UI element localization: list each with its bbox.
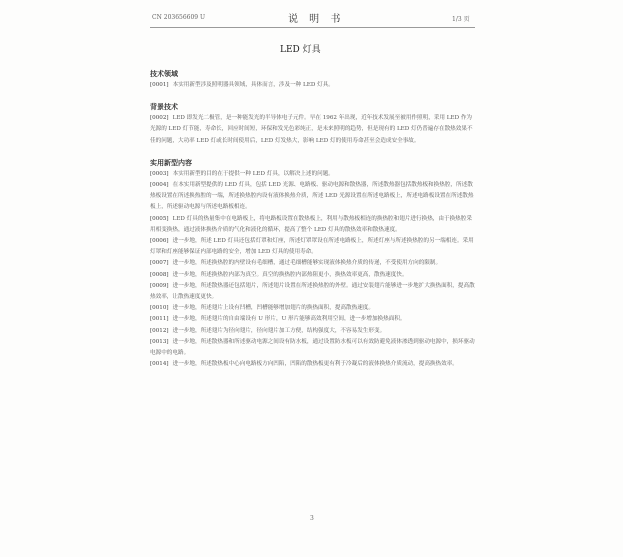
paragraph [150,337,476,359]
paragraph-number: [0007] [150,260,169,267]
paragraph-text: 进一步地，所述 LED 灯具还包括灯罩和灯座，所述灯罩罩设在所述电路板上，所述灯座与所述换热腔的另一端相连。采用灯罩和灯座能够保证内部电路的安全，增加 LED 灯具的使用寿命。 [150,238,474,256]
section-heading-background: 背景技术 [150,102,178,112]
paragraph-number: [0003] [150,170,169,177]
paragraph-text: LED 灯具的热量集中在电路板上，将电路板设置在散热板上，利用与散热板相连的换热腔和翅片进行换热，由于换热腔采用相变换热，通过液体换热介质的气化和液化的循环，提高了整个 LED 灯具的散热效率和散热速度。 [150,215,472,233]
paragraph-text: 进一步地，所述翅片为径向翅片，径向翅片加工方便，结构强度大，不容易发生形变。 [172,327,386,334]
section-heading-summary: 实用新型内容 [150,157,192,167]
header-divider [150,27,475,28]
paragraph [150,180,476,214]
paragraph-number: [0013] [150,338,169,345]
paragraph-number: [0004] [150,182,169,189]
spacer [150,91,476,99]
paragraph-text: 进一步地，所述散热器和所述驱动电源之间设有防水板，通过设置防水板可以有效防避免液体渗透到驱动电源中，损坏驱动电源中的电路。 [150,338,475,357]
patent-number: CN 203656609 U [152,14,206,21]
paragraph [150,113,476,147]
paragraph-number: [0001] [150,82,169,88]
paragraph-number: [0009] [150,282,169,289]
paragraph [150,169,476,180]
paragraph [150,236,476,258]
paragraph-number: [0011] [150,316,169,323]
paragraph [150,303,476,314]
spacer [150,147,476,155]
paragraph-text: 本实用新型涉及照明器具领域，具体而言，涉及一种 LED 灯具。 [172,82,334,88]
paragraph-number: [0014] [150,361,169,368]
document-type-title: 说 明 书 [288,14,345,25]
paragraph [150,314,476,325]
paragraph-text: 进一步地，所述散热器还包括翅片，所述翅片设置在所述换热腔的外壁。通过安装翅片能够进一步地扩大换热面积，提高散热效率，让散热速度更快。 [150,282,475,301]
document-body [150,66,476,370]
paragraph-text: 在本实用新型提供的 LED 灯具，包括 LED 光源、电路板、驱动电源和散热器，所述散热器包括散热板和换热腔，所述散热板设置在所述换热腔的一端，所述换热腔内设有液体换热介质，所述 LED 光源设置在所述电路板上，所述电路板设置在所述散热板上，所述驱动电源与所述电路板相连。 [150,182,474,211]
section-heading-tech-field: 技术领域 [150,69,178,78]
page-number: 3 [310,515,314,522]
paragraph-number: [0008] [150,271,169,278]
paragraph-text: 进一步地，所述散热板中心向电路板方向凹陷，凹陷的散热板更有利于冷凝后的液体换热介质流动，提高换热效率。 [172,361,458,368]
paragraph-number: [0002] [150,115,169,122]
paragraph [150,270,476,281]
paragraph [150,359,476,370]
paragraph [150,258,476,269]
paragraph-number: [0006] [150,238,169,245]
paragraph-text: 进一步地，所述翅片的自由端设有 U 形片，U 形片能够高效利用空间，进一步增加换热面积。 [172,316,406,323]
paragraph [150,214,476,236]
paragraph-text: 进一步地，所述换热腔内部为真空。真空的换热腔内部热阻更小，换热效率更高，散热速度快。 [172,271,408,278]
paragraph-number: [0005] [150,215,169,222]
paragraph-number: [0010] [150,305,169,312]
paragraph-text: 进一步地，所述翅片上设有凹槽，凹槽能够增加翅片的换热面积，提高散热速度。 [172,305,374,312]
paragraph-number: [0012] [150,327,169,334]
paragraph [150,281,476,303]
paragraph-text: LED 即发光二极管，是一种能发光的半导体电子元件。早在 1962 年出现，近年技术发展至被用作照明，采用 LED 作为光源的 LED 灯节能，寿命长，回应时间短，环保和发光色彩纯正，是未来照明的趋势，但是现有的 LED 灯仍普遍存在散热效果不佳的问题，大功率 LED 灯或长时间使用后，LED 灯发热大，影响 LED 灯的使用寿命甚至会造成安全事故。 [150,115,473,144]
paragraph [150,326,476,337]
page-indicator: 1/3 页 [452,16,470,23]
paragraph-text: 本实用新型的目的在于提供一种 LED 灯具，以解决上述的问题。 [172,170,334,177]
paragraph [150,80,476,91]
invention-title: LED 灯具 [280,45,321,55]
paragraph-text: 进一步地，所述换热腔的内壁设有毛细槽，通过毛细槽能够实现液体换热介质的传递，不受使用方向的限制。 [172,260,442,267]
